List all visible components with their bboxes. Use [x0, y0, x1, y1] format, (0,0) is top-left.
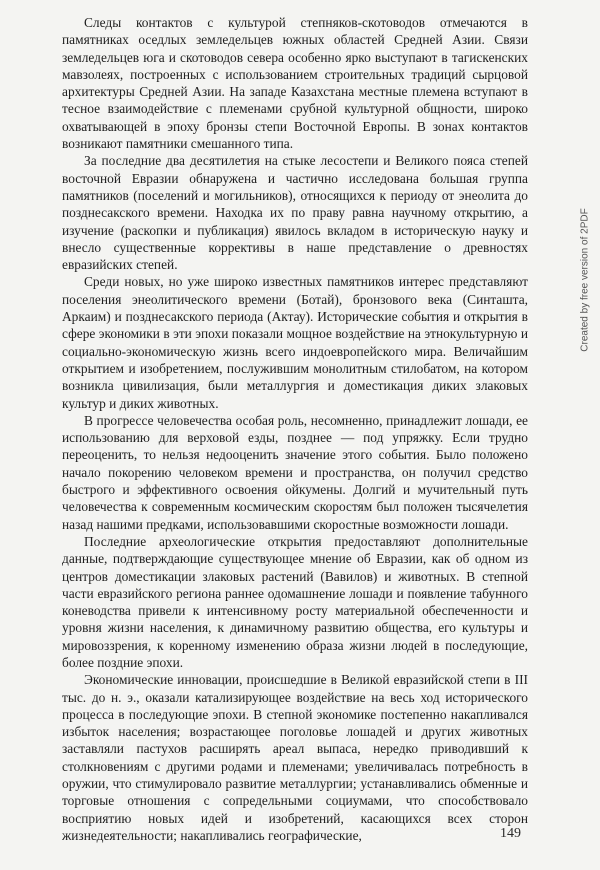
paragraph-5: Последние археологические открытия предоставляют дополнительные данные, подтверждающие существующее мнение об Евразии, как об одном из центров доместикации злаковых растений (Вавилов) и животных. В степной части евразийского региона раннее одомашнение лошади и появление табунного коневодства привели к интенсивному росту материальной обеспеченности и уровня жизни населения, к динамичному развитию общества, его культуры и мировоззрения, к коренному изменению образа жизни людей в последующие, более поздние эпохи. — [62, 533, 528, 670]
page-number: 149 — [500, 826, 521, 841]
paragraph-4: В прогрессе человечества особая роль, несомненно, принадлежит лошади, ее использованию для верховой езды, позднее — под упряжку. Если трудно переоценить, то нельзя недооценить значение этого события. Было положено начало покорению человеком времени и пространства, он получил средство быстрого и эффективного освоения ойкумены. Долгий и мучительный путь человечества к современным космическим скоростям был положен тысячелетия назад нашими предками, использовавшими скоростные возможности лошади. — [62, 412, 528, 532]
paragraph-3: Среди новых, но уже широко известных памятников интерес представляют поселения энеолитического времени (Ботай), бронзового века (Синташта, Аркаим) и позднесакского периода (Актау). Исторические события и открытия в сфере экономики в эти эпохи показали мощное воздействие на этнокультурную и социально-экономическую жизнь всего индоевропейского мира. Величайшим открытием и изобретением, послужившим монолитным стилобатом, на котором возникла цивилизация, были металлургия и доместикация диких злаковых культур и диких животных. — [62, 274, 528, 411]
body-text — [62, 14, 528, 844]
paragraph-2: За последние два десятилетия на стыке лесостепи и Великого пояса степей восточной Евразии обнаружена и частично исследована большая группа памятников (поселений и могильников), относящихся к периоду от энеолита до позднесакского времени. Находка их по праву равна научному открытию, а изучение (раскопки и публикация) явилось вкладом в историческую науку и внесло существенные коррективы в наше представление о древностях евразийских степей. — [62, 153, 528, 273]
paragraph-1: Следы контактов с культурой степняков-скотоводов отмечаются в памятниках оседлых земледельцев южных областей Средней Азии. Связи земледельцев юга и скотоводов севера особенно ярко выступают в тагискенских мавзолеях, построенных с использованием строительных традиций сырцовой архитектуры Средней Азии. На западе Казахстана местные племена вступают в тесное взаимодействие с племенами срубной культурной общности, широко охватывающей в эпоху бронзы степи Восточной Европы. В зонах контактов возникают памятники смешанного типа. — [62, 15, 528, 152]
watermark-text: Created by free version of 2PDF — [579, 208, 591, 352]
paragraph-6: Экономические инновации, происшедшие в Великой евразийской степи в III тыс. до н. э., оказали катализирующее воздействие на весь ход исторического процесса в последующие эпохи. В степной экономике постепенно накапливался избыток населения; возрастающее поголовье лошадей и других животных заставляли пастухов расширять ареал выпаса, нередко приводивший к столкновениям с другими родами и племенами; увеличивалась потребность в оружии, что стимулировало развитие металлургии; устанавливались обменные и торговые отношения с сопредельными социумами, что способствовало восприятию новых идей и изобретений, касающихся всех сторон жизнедеятельности; накапливались географические, — [62, 672, 528, 843]
